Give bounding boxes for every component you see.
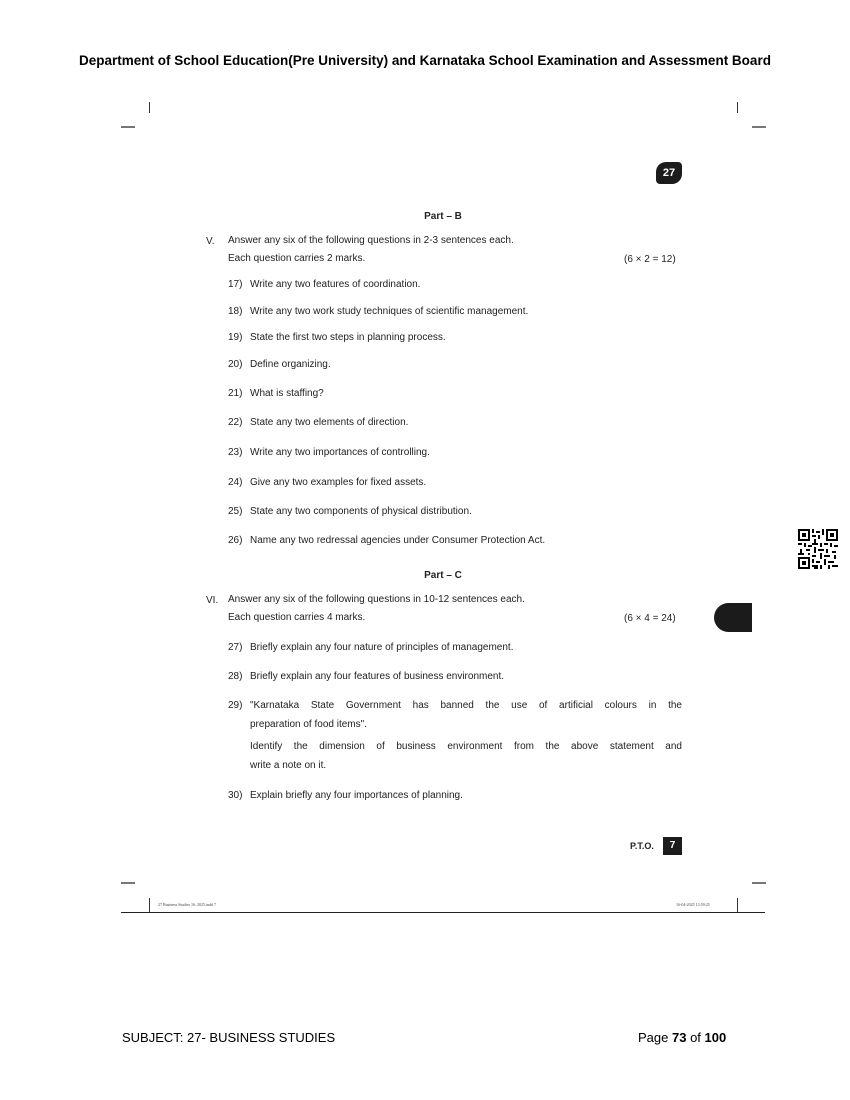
question-item: [228, 787, 683, 804]
question-line: Identify the dimension of business environment from the above statement and: [250, 741, 682, 752]
question-item: [228, 385, 683, 402]
question-text: Define organizing.: [250, 359, 331, 370]
page-mid: of: [686, 1030, 705, 1045]
question-number: 25): [228, 506, 243, 517]
page-edge-tab: [714, 603, 752, 632]
question-text: [250, 737, 682, 775]
question-number: 17): [228, 279, 243, 290]
question-text: Explain briefly any four importances of planning.: [250, 790, 463, 801]
question-number: 28): [228, 671, 243, 682]
question-item: [228, 329, 683, 346]
question-number: 23): [228, 447, 243, 458]
print-slug-file: 27 Business Studies 16. 2025.indd 7: [158, 902, 217, 907]
crop-mark: [121, 882, 135, 884]
footer-subject: SUBJECT: 27- BUSINESS STUDIES: [122, 1030, 336, 1045]
part-b-heading: Part – B: [424, 211, 462, 222]
question-number: 24): [228, 477, 243, 488]
instruction-line: Answer any six of the following questions in 2-3 sentences each.: [228, 235, 514, 246]
question-line: "Karnataka State Government has banned the use of artificial colours in the: [250, 700, 682, 711]
section-instruction: [228, 232, 688, 268]
question-text: Name any two redressal agencies under Consumer Protection Act.: [250, 535, 546, 546]
part-c-heading: Part – C: [424, 570, 462, 581]
instruction-line: Each question carries 4 marks.: [228, 612, 366, 623]
question-number: 20): [228, 359, 243, 370]
question-number: 29): [228, 700, 243, 711]
crop-mark: [752, 126, 766, 128]
question-text: Briefly explain any four features of business environment.: [250, 671, 505, 682]
qr-code-icon: [798, 529, 838, 569]
question-item: [228, 303, 683, 320]
question-item: [228, 532, 683, 549]
page-current: 73: [671, 1030, 687, 1045]
footer-page-number: [638, 1030, 726, 1045]
instruction-line: Each question carries 2 marks.: [228, 253, 366, 264]
booklet-page-number: 7: [663, 837, 682, 855]
subject-code-badge: 27: [656, 162, 682, 184]
page-total: 100: [704, 1030, 727, 1045]
crop-mark: [149, 898, 150, 912]
question-item: [228, 639, 683, 656]
question-text: State any two elements of direction.: [250, 417, 409, 428]
question-number: 22): [228, 417, 243, 428]
crop-mark: [121, 126, 135, 128]
question-number: 18): [228, 306, 243, 317]
page-prefix: Page: [638, 1030, 672, 1045]
section-marks: (6 × 4 = 24): [624, 613, 676, 624]
question-item: [228, 276, 683, 293]
question-item: [228, 668, 683, 685]
page-header-title: Department of School Education(Pre University) and Karnataka School Examination and Assessment Board: [79, 53, 771, 68]
print-slug-date: 16-04-2025 13:59:25: [676, 902, 710, 907]
section-number: V.: [206, 236, 215, 247]
pto-label: P.T.O.: [630, 841, 654, 851]
question-text: Briefly explain any four nature of principles of management.: [250, 642, 514, 653]
question-text: Write any two work study techniques of scientific management.: [250, 306, 529, 317]
question-text: Give any two examples for fixed assets.: [250, 477, 427, 488]
crop-mark: [149, 102, 150, 113]
divider: [121, 912, 765, 913]
question-number: 21): [228, 388, 243, 399]
section-marks: (6 × 2 = 12): [624, 254, 676, 265]
question-item: [228, 444, 683, 461]
question-text: Write any two features of coordination.: [250, 279, 421, 290]
question-item: [228, 414, 683, 431]
question-text: What is staffing?: [250, 388, 324, 399]
question-item: [228, 356, 683, 373]
question-text: State the first two steps in planning process.: [250, 332, 446, 343]
question-text: Write any two importances of controlling.: [250, 447, 430, 458]
question-number: 19): [228, 332, 243, 343]
question-item: [228, 503, 683, 520]
question-text: [250, 696, 682, 734]
crop-mark: [737, 102, 738, 113]
question-number: 26): [228, 535, 243, 546]
question-number: 30): [228, 790, 243, 801]
crop-mark: [737, 898, 738, 912]
crop-mark: [752, 882, 766, 884]
section-instruction: [228, 591, 688, 627]
question-line: preparation of food items".: [250, 719, 367, 730]
question-line: write a note on it.: [250, 760, 327, 771]
question-item: [228, 474, 683, 491]
question-number: 27): [228, 642, 243, 653]
question-text: State any two components of physical distribution.: [250, 506, 472, 517]
instruction-line: Answer any six of the following questions in 10-12 sentences each.: [228, 594, 525, 605]
section-number: VI.: [206, 595, 219, 606]
